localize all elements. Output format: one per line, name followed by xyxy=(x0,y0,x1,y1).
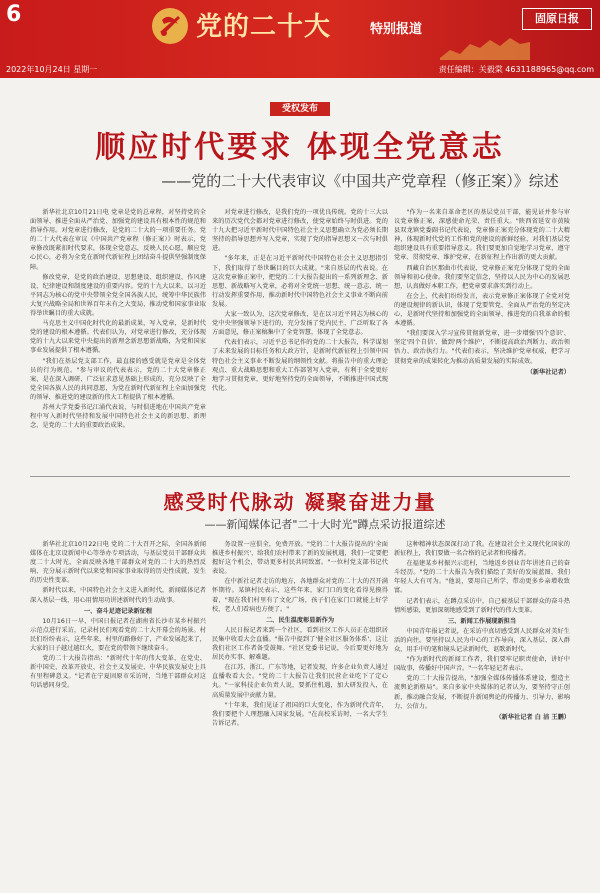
byline: （新华社记者 白 洁 王鹏） xyxy=(495,713,570,721)
paragraph: 在福建某乡村振兴示范村，当地返乡创业青年讲述自己的奋斗经历。"党的二十大报告为我们描绘了美好的发展蓝图，我们年轻人大有可为。"他说，要用自己所学，带动更多乡亲增收致富。 xyxy=(394,560,570,595)
newspaper-logo: 固原日报 xyxy=(522,8,592,30)
paragraph: 对党章进行修改，是我们党的一项优良传统。党的十三大以来的历次党代会都对党章进行修改，使党章始终与时俱进。党的十九大把习近平新时代中国特色社会主义思想确立为党必须长期坚持的指导思想并写入党章，实现了党的指导思想又一次与时俱进。 xyxy=(212,209,388,253)
paragraph: "多年来，正是在习近平新时代中国特色社会主义思想指引下，我们取得了举世瞩目的巨大成就。"来自基层的代表说。在这次党章修正案中，把党的二十大报告提出的一系列新理念、新思想、新战略写入党章，必将对全党统一思想、统一意志、统一行动发挥重要作用，推动新时代中国特色社会主义事业不断向前发展。 xyxy=(212,255,388,308)
paragraph: 中国青年报记者说，在采访中真切感受到人民群众对美好生活的向往。要坚持以人民为中心的工作导向，深入基层、深入群众，用手中的笔和镜头记录新时代、讴歌新时代。 xyxy=(394,627,570,654)
paragraph: 在中新社记者走访的地方，各地群众对党的二十大的召开满怀期待。某镇村民表示，这些年来，家门口的变化看得见摸得着，"现在我们村里有了文化广场，孩子们在家门口就能上好学校，老人们看病也方便了。" xyxy=(212,578,388,613)
paragraph: 大家一致认为，这次党章修改，是在以习近平同志为核心的党中央坚强领导下进行的，充分发扬了党内民主，广泛听取了各方面意见，修正案稿集中了全党智慧，体现了全党意志。 xyxy=(212,311,388,337)
article-divider xyxy=(30,476,570,477)
article1-column-3 xyxy=(394,208,570,470)
paragraph: 这种精神状态深深打动了我。在建设社会主义现代化国家的新征程上，我们要做一名合格的记录者和传播者。 xyxy=(394,541,570,558)
section-subtitle: 特别报道 xyxy=(370,22,423,37)
paragraph: "十年来，我们见证了祖国的巨大变化，作为新时代青年，我们要把个人理想融入国家发展。"在高校采访时，一名大学生告诉记者。 xyxy=(212,701,388,727)
article2-headline: 感受时代脉动 凝聚奋进力量 xyxy=(163,490,437,514)
paragraph: 务设置一应俱全，免费开放。"党的二十大报告提出的'全面推进乡村振兴'，给我们农村带来了新的发展机遇，我们一定要把握好这个机会，带动更多村民共同致富。"一位村党支部书记代表说。 xyxy=(212,541,388,576)
great-wall-icon xyxy=(440,30,530,60)
page-number: 6 xyxy=(6,2,22,27)
section-heading: 二、民生温度彰显新作为 xyxy=(265,616,335,624)
paragraph: 人民日报记者来到一个社区，看到社区工作人员正在组织居民集中收看大会直播。"报告中提到了'健全社区服务体系'，这让我们社区工作者备受鼓舞。"社区党委书记说，今后要更好地为居民办实事、解难题。 xyxy=(212,626,388,662)
party-emblem-icon xyxy=(150,6,190,46)
paragraph: 修改党章，是党的政治建设、思想建设、组织建设、作风建设、纪律建设和制度建设的重要内容。党的十九大以来，以习近平同志为核心的党中央带领全党全国各族人民，统筹中华民族伟大复兴战略全局和世界百年未有之大变局，推动党和国家事业取得举世瞩目的重大成就。 xyxy=(30,273,206,318)
section-title: 党的二十大 xyxy=(196,12,332,42)
article2-subheadline: ——新闻媒体记者"二十大时光"蹲点采访报道综述 xyxy=(204,518,446,531)
section-heading: 三、新闻工作展现新担当 xyxy=(447,617,517,625)
paragraph: 在江苏、浙江、广东等地，记者发现，许多企业负责人通过直播收看大会。"党的二十大报告让我们民营企业吃下了定心丸。"一家科技企业负责人说，要抓住机遇，加大研发投入，在高质量发展中贡献力量。 xyxy=(212,664,388,699)
date-line: 2022年10月24日 星期一 xyxy=(6,65,98,74)
paragraph: 新华社北京10月21日电 党章是党的总章程，对坚持党的全面领导、推进全面从严治党、加强党的建设具有根本性的规范和指导作用。对党章进行修改，是党的二十大的一项重要任务。党的二十大代表在审议《中国共产党章程（修正案）》时表示，党章修改既紧扣时代要求，体现全党意志，反映人民心愿，顺应党心民心，必将为全党在新时代新征程上团结奋斗提供坚强制度保障。 xyxy=(30,209,206,271)
paragraph: 10月16日一早，中国日报记者在湖南省长沙市某乡村振兴示范点进行采访，记录村民们观看党的二十大开幕会的场景。村民们纷纷表示，这些年来，村里的路修好了，产业发展起来了，大家的日子越过越红火，要在党的带领下继续奋斗。 xyxy=(30,617,206,653)
paragraph: 西藏自治区那曲市代表说，党章修正案充分体现了党的全面领导和初心使命。我们要坚定信念，坚持以人民为中心的发展思想，认真做好本职工作，把党章要求落实到行动上。 xyxy=(394,264,570,290)
article2-column-1 xyxy=(30,540,206,885)
paragraph: 代表们表示，习近平总书记作的党的二十大报告，科学谋划了未来发展的目标任务和大政方针，是新时代新征程上引领中国特色社会主义事业不断发展的纲领性文献。将报告中的重大理论观点、重大战略思想和重大工作部署写入党章，有利于全党更好地学习贯彻党章，更好地坚持党的全面领导，不断推进中国式现代化。 xyxy=(212,339,388,392)
paragraph: 苏州大学党委书记江涌代表说，与时俱进地在中国共产党章程中写入新时代坚持和发展中国特色社会主义的新思想、新理念，是党的二十大的重要政治成果。 xyxy=(30,403,206,430)
paragraph: 党的二十大报告提出，"加强全媒体传播体系建设，塑造主流舆论新格局"。来自多家中央媒体的记者认为，要坚持守正创新，推动融合发展，不断提升新闻舆论的传播力、引导力、影响力、公信力。 xyxy=(394,675,570,710)
paragraph: "作为新时代的新闻工作者，我们要牢记职责使命，讲好中国故事，传播好中国声音。"一名年轻记者表示。 xyxy=(394,656,570,673)
masthead xyxy=(0,0,600,78)
paragraph: 马克思主义中国化时代化的最新成果，写入党章，是新时代党的建设的根本遵循。代表们认为，对党章进行修改，充分体现党的十九大以来党中央提出的新理念新思想新战略，为党和国家事业发展提供了根本遵循。 xyxy=(30,320,206,355)
editor-line: 责任编辑：关毅棠 4631188965@qq.com xyxy=(438,65,594,74)
paragraph: "我们在基层党支部工作，最直接的感受就是党章是全体党员的行为规范。"参与审议的代表表示，党的二十大党章修正案，是在深入调研、广泛征求意见基础上形成的，充分反映了全党全国各族人民的共同意愿，为党在新时代新征程上全面加强党的领导、推进党的建设新的伟大工程提供了根本遵循。 xyxy=(30,357,206,401)
article2-column-3 xyxy=(394,540,570,885)
paragraph: "我们要深入学习宣传贯彻新党章，进一步增强'四个意识'、坚定'四个自信'、做到'两个维护'，不断提高政治判断力、政治领悟力、政治执行力。"代表们表示，坚决维护党章权威，把学习贯彻党章的成果转化为推动高质量发展的实际成效。 xyxy=(394,330,570,365)
paragraph: "作为一名来自革命老区的基层党员干部，能见证并参与审议党章修正案，深感使命光荣、责任重大。"陕西省延安市黄陵县双龙镇党委副书记代表说，党章修正案充分体现党的二十大精神，体现新时代党的工作和党的建设的新鲜经验，对我们基层党组织建设具有重要指导意义。我们要更加自觉地学习党章、遵守党章、贯彻党章、维护党章，在新征程上作出新的更大贡献。 xyxy=(394,209,570,262)
article1-column-2 xyxy=(212,208,388,470)
article1-subheadline: ——党的二十大代表审议《中国共产党章程（修正案）》综述 xyxy=(161,172,559,190)
article2-column-2 xyxy=(212,540,388,885)
article1-label: 受权发布 xyxy=(270,102,330,116)
article1-column-1 xyxy=(30,208,206,470)
article1-headline: 顺应时代要求 体现全党意志 xyxy=(95,130,505,165)
byline: （新华社记者） xyxy=(526,368,570,376)
paragraph: 在会上，代表们纷纷发言，表示党章修正案体现了全党对党的建设规律的新认识，体现了党要管党、全面从严治党的坚定决心，是新时代坚持和加强党的全面领导、推进党的自我革命的根本遵循。 xyxy=(394,292,570,328)
paragraph: 党的二十大报告指出："新时代十年的伟大变革，在党史、新中国史、改革开放史、社会主义发展史、中华民族发展史上具有里程碑意义。"记者在宁夏固原市采访时，当地干部群众对这句话感同身受。 xyxy=(30,655,206,690)
paragraph: 新华社北京10月22日电 党的二十大召开之际，全国各新闻媒体在北京设新闻中心等举办专项活动，与基层党员干部群众共度二十大时光，全面反映各地干部群众对党的二十大的热烈反响、充分展示新时代以来党和国家事业取得的历史性成就、发生的历史性变革。 xyxy=(30,541,206,585)
paragraph: 新时代以来，中国特色社会主义进入新时代，新闻媒体记者深入基层一线，用心用情用功讲述新时代的生动故事。 xyxy=(30,587,206,604)
paragraph: 记者们表示，在蹲点采访中，自己被基层干部群众的奋斗热情所感染，更加深刻地感受到了新时代的伟大变革。 xyxy=(394,597,570,614)
section-heading: 一、奋斗足迹记录新征程 xyxy=(83,607,153,615)
